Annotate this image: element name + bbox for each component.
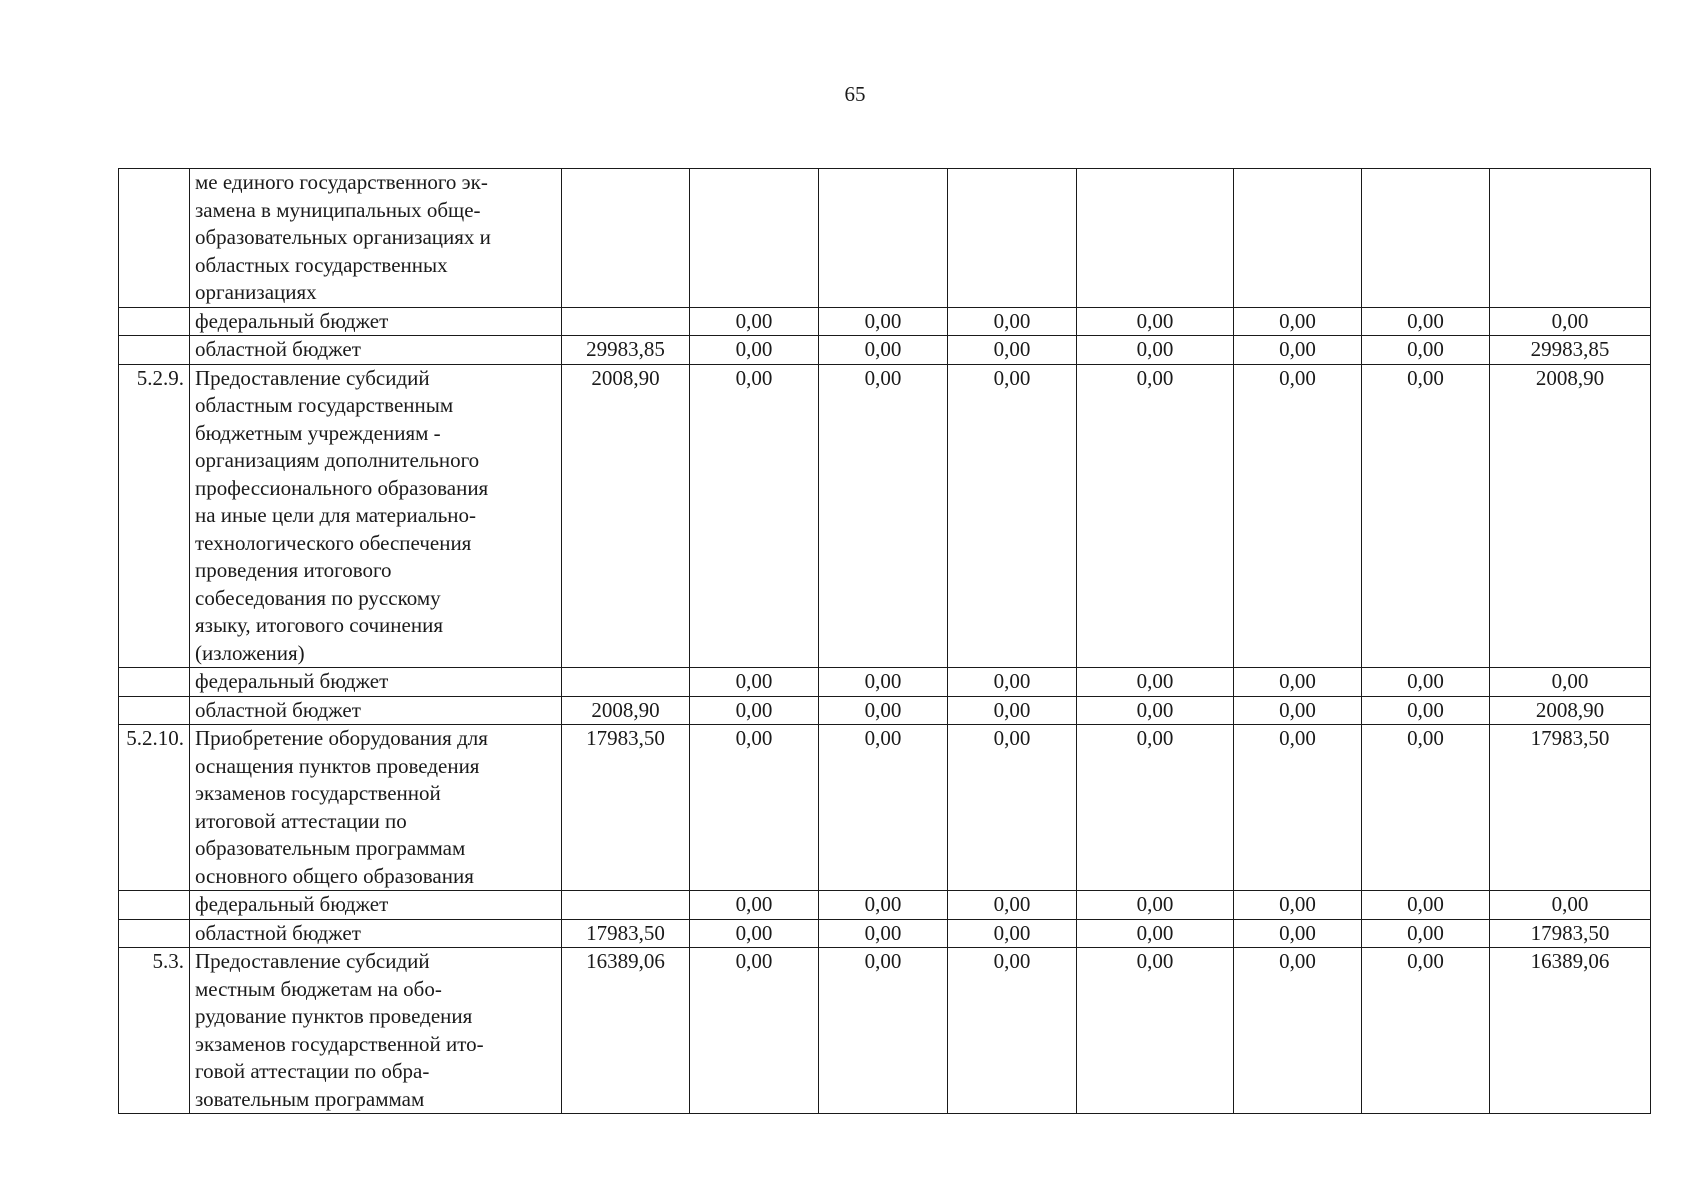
- cell-value: [562, 891, 690, 920]
- cell-value: 0,00: [819, 307, 948, 336]
- cell-total-value: 29983,85: [1490, 336, 1651, 365]
- cell-value: 0,00: [1362, 725, 1490, 891]
- cell-value: 0,00: [819, 891, 948, 920]
- cell-funding-source: областной бюджет: [190, 696, 562, 725]
- cell-item-code: [119, 668, 190, 697]
- cell-value: 0,00: [1077, 919, 1234, 948]
- cell-value: 0,00: [819, 919, 948, 948]
- cell-item-description: [190, 169, 562, 308]
- table-row-item: [119, 948, 1651, 1114]
- cell-value: 0,00: [819, 696, 948, 725]
- description-line: образовательных организациях и: [195, 225, 491, 249]
- table-row-item: [119, 725, 1651, 891]
- cell-value: 0,00: [948, 696, 1077, 725]
- cell-item-code: [119, 169, 190, 308]
- cell-value: [1362, 169, 1490, 308]
- cell-item-code: 5.2.10.: [119, 725, 190, 891]
- cell-value: 0,00: [1077, 307, 1234, 336]
- table-row-item: [119, 364, 1651, 668]
- cell-value: 0,00: [690, 307, 819, 336]
- cell-value: 0,00: [1362, 891, 1490, 920]
- cell-funding-source: федеральный бюджет: [190, 668, 562, 697]
- cell-value: 17983,50: [562, 919, 690, 948]
- cell-funding-source: федеральный бюджет: [190, 307, 562, 336]
- description-line: организациям дополнительного: [195, 448, 480, 472]
- description-line: образовательным программам: [195, 836, 466, 860]
- description-line: организациях: [195, 280, 317, 304]
- cell-value: 0,00: [1077, 668, 1234, 697]
- description-line: местным бюджетам на обо-: [195, 976, 442, 1001]
- description-line: бюджетным учреждениям -: [195, 420, 441, 445]
- description-line: Предоставление субсидий: [195, 365, 430, 390]
- description-line: (изложения): [195, 640, 305, 665]
- cell-value: 0,00: [1362, 364, 1490, 668]
- description-line: проведения итогового: [195, 558, 392, 582]
- page-number: 65: [844, 82, 866, 106]
- cell-value: 0,00: [819, 725, 948, 891]
- cell-total-value: 0,00: [1490, 668, 1651, 697]
- cell-value: 0,00: [948, 336, 1077, 365]
- table-row-federal-budget: [119, 307, 1651, 336]
- cell-value: 0,00: [690, 891, 819, 920]
- cell-value: 2008,90: [562, 696, 690, 725]
- cell-value: 0,00: [690, 919, 819, 948]
- cell-total-value: 2008,90: [1490, 364, 1651, 668]
- cell-total-value: 17983,50: [1490, 919, 1651, 948]
- description-line: технологического обеспечения: [195, 530, 472, 555]
- cell-total-value: 0,00: [1490, 891, 1651, 920]
- cell-item-description: [190, 364, 562, 668]
- cell-value: 0,00: [1077, 725, 1234, 891]
- description-line: рудование пунктов проведения: [195, 1004, 473, 1028]
- cell-total-value: [1490, 169, 1651, 308]
- cell-funding-source: федеральный бюджет: [190, 891, 562, 920]
- table-row-federal-budget: [119, 668, 1651, 697]
- description-line: областным государственным: [195, 393, 454, 417]
- cell-item-code: [119, 696, 190, 725]
- cell-value: [1234, 169, 1362, 308]
- description-line: зовательным программам: [195, 1086, 425, 1111]
- cell-total-value: 2008,90: [1490, 696, 1651, 725]
- cell-funding-source: областной бюджет: [190, 919, 562, 948]
- description-line: ме единого государственного эк-: [195, 170, 488, 194]
- cell-value: [819, 169, 948, 308]
- cell-value: 0,00: [819, 668, 948, 697]
- cell-funding-source: областной бюджет: [190, 336, 562, 365]
- cell-value: 0,00: [1077, 336, 1234, 365]
- description-line: языку, итогового сочинения: [195, 613, 443, 637]
- cell-value: 0,00: [819, 364, 948, 668]
- cell-value: 0,00: [1362, 948, 1490, 1114]
- table-body: [119, 169, 1651, 1114]
- cell-value: 0,00: [1234, 696, 1362, 725]
- description-line: основного общего образования: [195, 863, 474, 888]
- cell-item-code: [119, 919, 190, 948]
- cell-total-value: 0,00: [1490, 307, 1651, 336]
- description-line: экзаменов государственной: [195, 781, 441, 805]
- cell-value: [562, 668, 690, 697]
- description-line: Приобретение оборудования для: [195, 726, 488, 750]
- cell-value: 0,00: [1362, 668, 1490, 697]
- cell-value: [948, 169, 1077, 308]
- table-row-item: [119, 169, 1651, 308]
- cell-value: 0,00: [1234, 668, 1362, 697]
- cell-value: 16389,06: [562, 948, 690, 1114]
- cell-value: 0,00: [1362, 696, 1490, 725]
- cell-value: 0,00: [690, 948, 819, 1114]
- cell-item-description: [190, 948, 562, 1114]
- cell-value: 0,00: [819, 336, 948, 365]
- description-line: собеседования по русскому: [195, 585, 441, 610]
- table-row-regional-budget: [119, 336, 1651, 365]
- cell-value: 0,00: [948, 725, 1077, 891]
- cell-value: 0,00: [1362, 336, 1490, 365]
- cell-item-code: [119, 307, 190, 336]
- cell-value: 0,00: [1234, 336, 1362, 365]
- cell-value: 0,00: [1234, 919, 1362, 948]
- cell-value: 0,00: [948, 891, 1077, 920]
- table-row-federal-budget: [119, 891, 1651, 920]
- description-line: областных государственных: [195, 252, 448, 277]
- table-row-regional-budget: [119, 696, 1651, 725]
- cell-value: 0,00: [948, 948, 1077, 1114]
- cell-value: 0,00: [819, 948, 948, 1114]
- cell-item-description: [190, 725, 562, 891]
- description-line: на иные цели для материально-: [195, 503, 477, 527]
- cell-value: 0,00: [690, 725, 819, 891]
- cell-item-code: 5.2.9.: [119, 364, 190, 668]
- cell-value: 17983,50: [562, 725, 690, 891]
- description-line: экзаменов государственной ито-: [195, 1031, 484, 1056]
- cell-item-code: [119, 336, 190, 365]
- description-line: профессионального образования: [195, 475, 489, 500]
- budget-table: [118, 168, 1651, 1114]
- description-line: говой аттестации по обра-: [195, 1059, 430, 1083]
- cell-value: 0,00: [690, 668, 819, 697]
- cell-value: 0,00: [1234, 725, 1362, 891]
- description-line: итоговой аттестации по: [195, 808, 407, 833]
- cell-value: 0,00: [1077, 364, 1234, 668]
- cell-value: 0,00: [1362, 307, 1490, 336]
- cell-value: 0,00: [1077, 948, 1234, 1114]
- cell-value: [1077, 169, 1234, 308]
- cell-value: 0,00: [1077, 891, 1234, 920]
- cell-value: 2008,90: [562, 364, 690, 668]
- cell-value: 0,00: [948, 307, 1077, 336]
- cell-value: 29983,85: [562, 336, 690, 365]
- cell-value: 0,00: [690, 336, 819, 365]
- cell-value: [562, 169, 690, 308]
- cell-item-code: 5.3.: [119, 948, 190, 1114]
- cell-value: 0,00: [1234, 307, 1362, 336]
- cell-value: 0,00: [948, 919, 1077, 948]
- cell-value: 0,00: [690, 696, 819, 725]
- description-line: Предоставление субсидий: [195, 949, 430, 973]
- cell-item-code: [119, 891, 190, 920]
- cell-value: 0,00: [948, 668, 1077, 697]
- cell-value: 0,00: [1362, 919, 1490, 948]
- description-line: замена в муниципальных обще-: [195, 197, 481, 222]
- table-row-regional-budget: [119, 919, 1651, 948]
- cell-value: 0,00: [1077, 696, 1234, 725]
- cell-total-value: 16389,06: [1490, 948, 1651, 1114]
- cell-value: [562, 307, 690, 336]
- cell-value: 0,00: [1234, 364, 1362, 668]
- cell-total-value: 17983,50: [1490, 725, 1651, 891]
- cell-value: 0,00: [690, 364, 819, 668]
- cell-value: [690, 169, 819, 308]
- description-line: оснащения пунктов проведения: [195, 753, 480, 778]
- cell-value: 0,00: [948, 364, 1077, 668]
- cell-value: 0,00: [1234, 948, 1362, 1114]
- cell-value: 0,00: [1234, 891, 1362, 920]
